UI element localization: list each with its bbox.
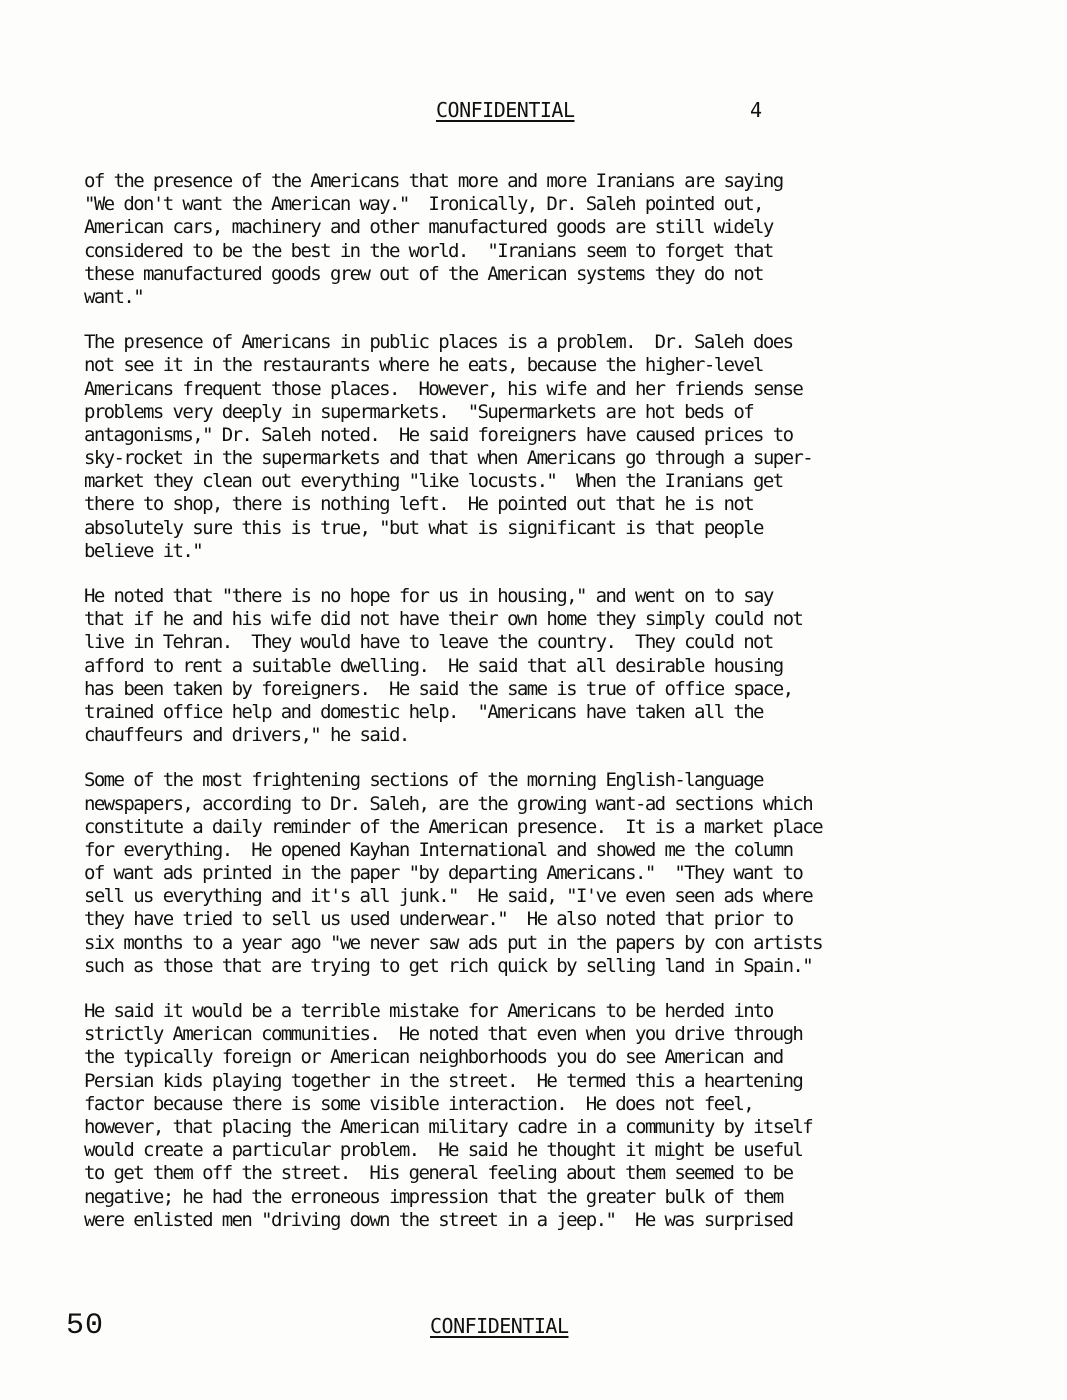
text-line: however, that placing the American military cadre in a community by itself: [84, 1115, 813, 1138]
text-line: they have tried to sell us used underwear." He also noted that prior to: [84, 908, 793, 931]
text-line: The presence of Americans in public places is a problem. Dr. Saleh does: [84, 331, 793, 354]
text-line: want.": [84, 285, 144, 308]
text-line: Some of the most frightening sections of the morning English-language: [84, 769, 763, 792]
footer-page-number: 50: [66, 1309, 105, 1343]
text-line: antagonisms," Dr. Saleh noted. He said foreigners have caused prices to: [84, 423, 793, 446]
body-text: [84, 170, 984, 1254]
text-line: problems very deeply in supermarkets. "Supermarkets are hot beds of: [84, 400, 754, 423]
text-line: for everything. He opened Kayhan International and showed me the column: [84, 838, 793, 861]
text-line: trained office help and domestic help. "Americans have taken all the: [84, 700, 763, 723]
text-line: sell us everything and it's all junk." He said, "I've even seen ads where: [84, 885, 813, 908]
paragraph-4: [84, 769, 984, 978]
text-line: sky-rocket in the supermarkets and that when Americans go through a super-: [84, 447, 813, 470]
text-line: there to shop, there is nothing left. He pointed out that he is not: [84, 493, 754, 516]
text-line: negative; he had the erroneous impression that the greater bulk of them: [84, 1185, 783, 1208]
text-line: market they clean out everything "like locusts." When the Iranians get: [84, 470, 783, 493]
text-line: live in Tehran. They would have to leave the country. They could not: [84, 631, 773, 654]
text-line: newspapers, according to Dr. Saleh, are the growing want-ad sections which: [84, 792, 813, 815]
paragraph-3: [84, 585, 984, 747]
text-line: six months to a year ago "we never saw ads put in the papers by con artists: [84, 931, 822, 954]
text-line: were enlisted men "driving down the street in a jeep." He was surprised: [84, 1208, 793, 1231]
text-line: believe it.": [84, 539, 203, 562]
text-line: of want ads printed in the paper "by departing Americans." "They want to: [84, 862, 803, 885]
text-line: He said it would be a terrible mistake for Americans to be herded into: [84, 1000, 773, 1022]
text-line: He noted that "there is no hope for us in housing," and went on to say: [84, 585, 773, 607]
text-line: of the presence of the Americans that more and more Iranians are saying: [84, 170, 783, 192]
text-line: such as those that are trying to get rich quick by selling land in Spain.": [84, 954, 813, 977]
header-page-number: 4: [750, 98, 763, 122]
text-line: absolutely sure this is true, "but what is significant is that people: [84, 516, 763, 539]
text-line: these manufactured goods grew out of the American systems they do not: [84, 262, 763, 285]
text-line: strictly American communities. He noted that even when you drive through: [84, 1023, 803, 1046]
text-line: American cars, machinery and other manufactured goods are still widely: [84, 216, 773, 239]
text-line: has been taken by foreigners. He said the same is true of office space,: [84, 677, 793, 700]
text-line: would create a particular problem. He said he thought it might be useful: [84, 1139, 803, 1162]
paragraph-2: [84, 331, 984, 563]
text-line: "We don't want the American way." Ironically, Dr. Saleh pointed out,: [84, 193, 763, 216]
text-line: afford to rent a suitable dwelling. He said that all desirable housing: [84, 654, 783, 677]
text-line: not see it in the restaurants where he eats, because the higher-level: [84, 354, 763, 377]
text-line: Persian kids playing together in the street. He termed this a heartening: [84, 1069, 803, 1092]
text-line: factor because there is some visible interaction. He does not feel,: [84, 1092, 754, 1115]
text-line: considered to be the best in the world. "Iranians seem to forget that: [84, 239, 773, 262]
text-line: Americans frequent those places. However, his wife and her friends sense: [84, 377, 803, 400]
text-line: to get them off the street. His general feeling about them seemed to be: [84, 1162, 793, 1185]
text-line: constitute a daily reminder of the American presence. It is a market place: [84, 815, 822, 838]
text-line: chauffeurs and drivers," he said.: [84, 724, 409, 747]
paragraph-1: [84, 170, 984, 309]
footer-classification: CONFIDENTIAL: [430, 1314, 569, 1338]
paragraph-5: [84, 1000, 984, 1232]
header-classification: CONFIDENTIAL: [436, 98, 575, 122]
text-line: the typically foreign or American neighborhoods you do see American and: [84, 1046, 783, 1069]
text-line: that if he and his wife did not have their own home they simply could not: [84, 608, 803, 631]
